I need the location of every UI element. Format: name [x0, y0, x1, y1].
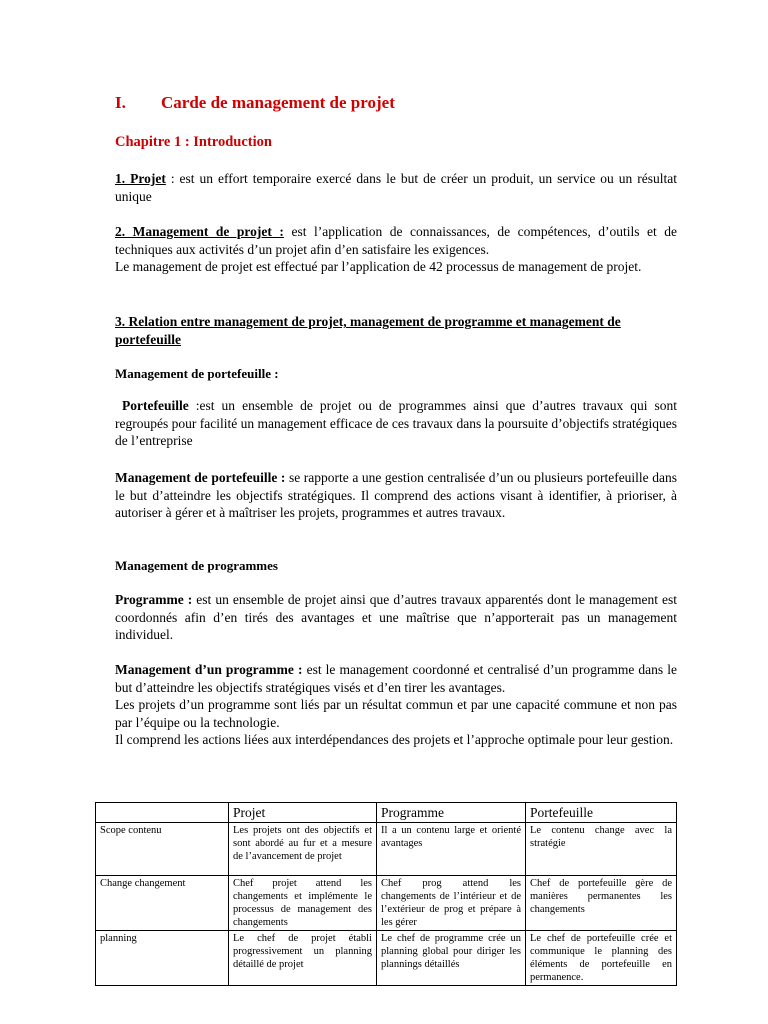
- term-management-portefeuille: Management de portefeuille :: [115, 470, 286, 485]
- term-programme: Programme :: [115, 592, 193, 607]
- term-management-projet: 2. Management de projet :: [115, 224, 284, 239]
- table-header-cell: [96, 803, 229, 823]
- table-header-row: [96, 803, 677, 823]
- table-cell: Change changement: [96, 876, 229, 931]
- term-portefeuille: Portefeuille: [122, 398, 189, 413]
- paragraph-management-projet: [115, 223, 677, 276]
- table-row: [96, 876, 677, 931]
- table-cell: Il a un contenu large et orienté avantages: [377, 823, 526, 876]
- table-cell: Scope contenu: [96, 823, 229, 876]
- table-header-cell: Portefeuille: [526, 803, 677, 823]
- table-header-cell: Projet: [229, 803, 377, 823]
- table-cell: planning: [96, 931, 229, 986]
- table-cell: Le chef de portefeuille crée et communique le planning des éléments de portefeuille en permanence.: [526, 931, 677, 986]
- subheading-programmes: Management de programmes: [115, 558, 278, 573]
- table-cell: Le chef de programme crée un planning global pour diriger les plannings détaillés: [377, 931, 526, 986]
- table-cell: Chef de portefeuille gère de manières permanentes les changements: [526, 876, 677, 931]
- table-row: [96, 931, 677, 986]
- table-header-cell: Programme: [377, 803, 526, 823]
- section-heading: [115, 92, 677, 114]
- subheading-portefeuille: Management de portefeuille :: [115, 366, 279, 381]
- table-row: [96, 823, 677, 876]
- definition-portefeuille: :est un ensemble de projet ou de programmes ainsi que d’autres travaux qui sont regroupés pour facilité un management efficace de ces travaux dans la poursuite d’objectifs stratégiques de l’entreprise: [115, 398, 677, 448]
- term-projet: 1. Projet: [115, 171, 166, 186]
- chapter-heading: Chapitre 1 : Introduction: [115, 134, 272, 150]
- table-cell: Le contenu change avec la stratégie: [526, 823, 677, 876]
- definition-programme: est un ensemble de projet ainsi que d’autres travaux apparentés dont le management est coordonnés afin d’en tirés des avantages et une maîtrise que n’apporterait pas un management individuel.: [115, 592, 677, 642]
- paragraph-management-portefeuille: [115, 469, 677, 522]
- definition-management-projet: est l’application de connaissances, de compétences, d’outils et de techniques aux activités d’un projet afin d’en satisfaire les exigences.: [115, 224, 677, 257]
- definition-management-portefeuille: se rapporte a une gestion centralisée d’un ou plusieurs portefeuille dans le but d’atteindre les objectifs stratégiques. Il comprend des actions visant à identifier, à prioriser, à autoriser à gérer et à maîtriser les projets, programmes et autres travaux.: [115, 470, 677, 520]
- table-cell: Le chef de projet établi progressivement un planning détaillé de projet: [229, 931, 377, 986]
- table-cell: Chef projet attend les changements et implémente le processus de management des changements: [229, 876, 377, 931]
- definition-projet: : est un effort temporaire exercé dans le but de créer un produit, un service ou un résultat unique: [115, 171, 677, 204]
- programme-link-note: Les projets d’un programme sont liés par un résultat commun et par une capacité commune et non pas par l’équipe ou la technologie.: [115, 697, 677, 730]
- term-management-programme: Management d’un programme :: [115, 662, 303, 677]
- relation-heading: 3. Relation entre management de projet, management de programme et management de portefeuille: [115, 314, 621, 347]
- table-cell: Chef prog attend les changements de l’intérieur et de l’extérieur de prog et prépare à les gérer: [377, 876, 526, 931]
- paragraph-programme: [115, 591, 677, 644]
- table-cell: Les projets ont des objectifs et sont abordé au fur et a mesure de l’avancement de projet: [229, 823, 377, 876]
- section-number: I.: [115, 93, 126, 112]
- section-title: Carde de management de projet: [161, 93, 395, 112]
- paragraph-portefeuille: [115, 397, 677, 450]
- definition-management-programme: est le management coordonné et centralisé d’un programme dans le but d’atteindre les objectifs stratégiques visés et d’en tirer les avantages.: [115, 662, 677, 695]
- paragraph-projet: [115, 170, 677, 205]
- programme-actions-note: Il comprend les actions liées aux interdépendances des projets et l’approche optimale pour leur gestion.: [115, 732, 674, 747]
- comparison-table: [95, 802, 677, 986]
- management-projet-note: Le management de projet est effectué par l’application de 42 processus de management de projet.: [115, 259, 642, 274]
- paragraph-management-programme: [115, 661, 677, 749]
